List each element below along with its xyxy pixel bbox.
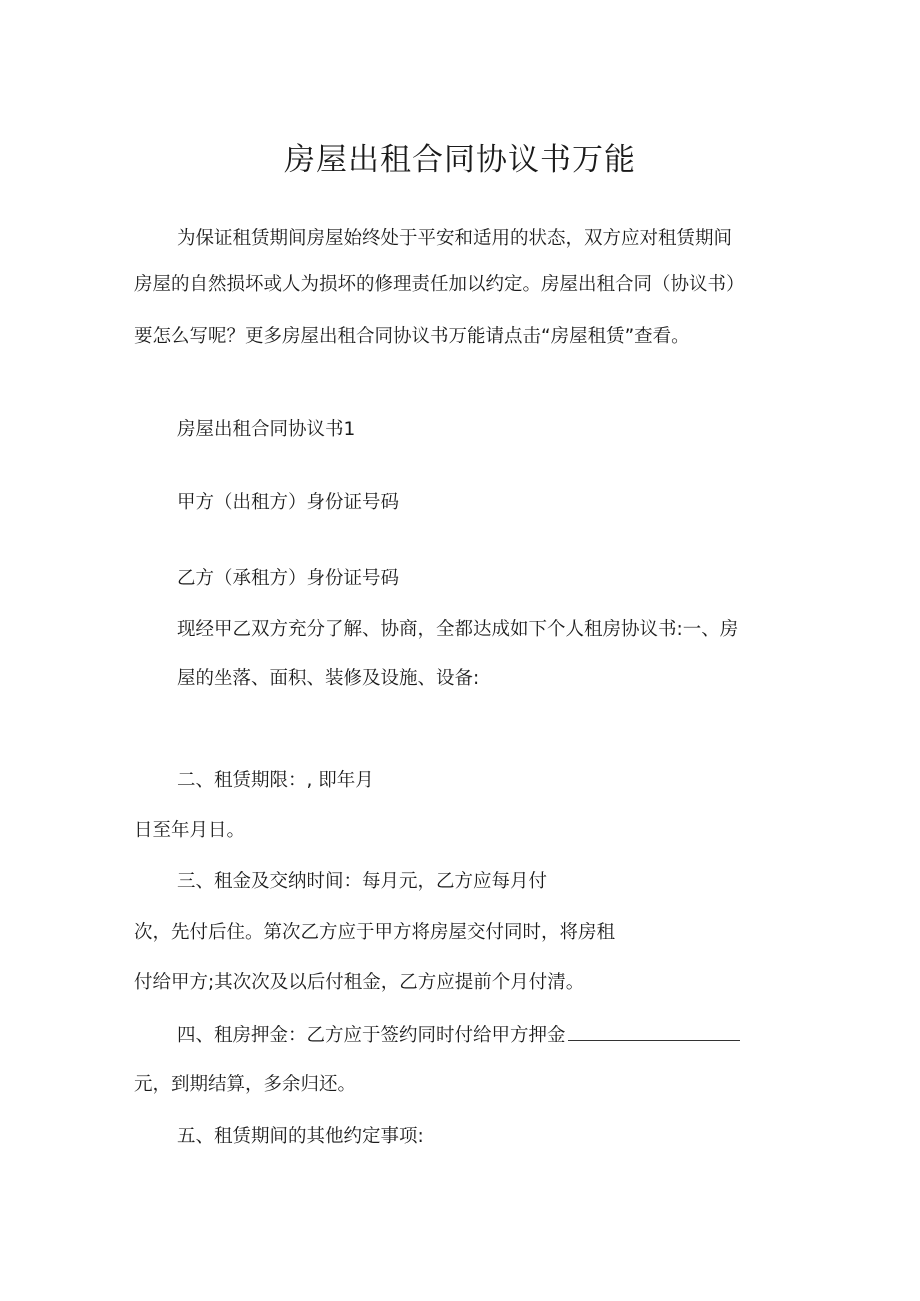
intro-line-3: 要怎么写呢？更多房屋出租合同协议书万能请点击“房屋租赁”查看。 <box>134 326 690 347</box>
section-heading: 房屋出租合同协议书1 <box>177 419 356 440</box>
other-terms-line: 五、租赁期间的其他约定事项: <box>177 1126 424 1147</box>
party-b-line: 乙方（承租方）身份证号码 <box>177 568 400 589</box>
deposit-line-2: 元，到期结算，多余归还。 <box>134 1074 357 1095</box>
deposit-line-1 <box>177 1022 740 1048</box>
party-a-line: 甲方（出租方）身份证号码 <box>177 492 400 513</box>
agreement-line-2: 屋的坐落、面积、装修及设施、设备: <box>177 668 480 689</box>
term-line-2: 日至年月日。 <box>134 820 246 841</box>
rent-line-1: 三、租金及交纳时间：每月元，乙方应每月付 <box>177 871 548 892</box>
rent-line-2: 次，先付后住。第次乙方应于甲方将房屋交付同时，将房租 <box>134 922 616 943</box>
intro-line-1: 为保证租赁期间房屋始终处于平安和适用的状态，双方应对租赁期间 <box>177 228 733 249</box>
document-title: 房屋出租合同协议书万能 <box>284 142 636 178</box>
agreement-line-1: 现经甲乙双方充分了解、协商，全都达成如下个人租房协议书:一、房 <box>177 619 739 640</box>
intro-line-2: 房屋的自然损坏或人为损坏的修理责任加以约定。房屋出租合同（协议书） <box>134 274 745 295</box>
deposit-text: 四、租房押金：乙方应于签约同时付给甲方押金 <box>177 1025 566 1046</box>
term-line-1: 二、租赁期限：, 即年月 <box>177 770 374 791</box>
deposit-amount-blank <box>568 1022 740 1041</box>
rent-line-3: 付给甲方;其次次及以后付租金，乙方应提前个月付清。 <box>134 972 585 993</box>
